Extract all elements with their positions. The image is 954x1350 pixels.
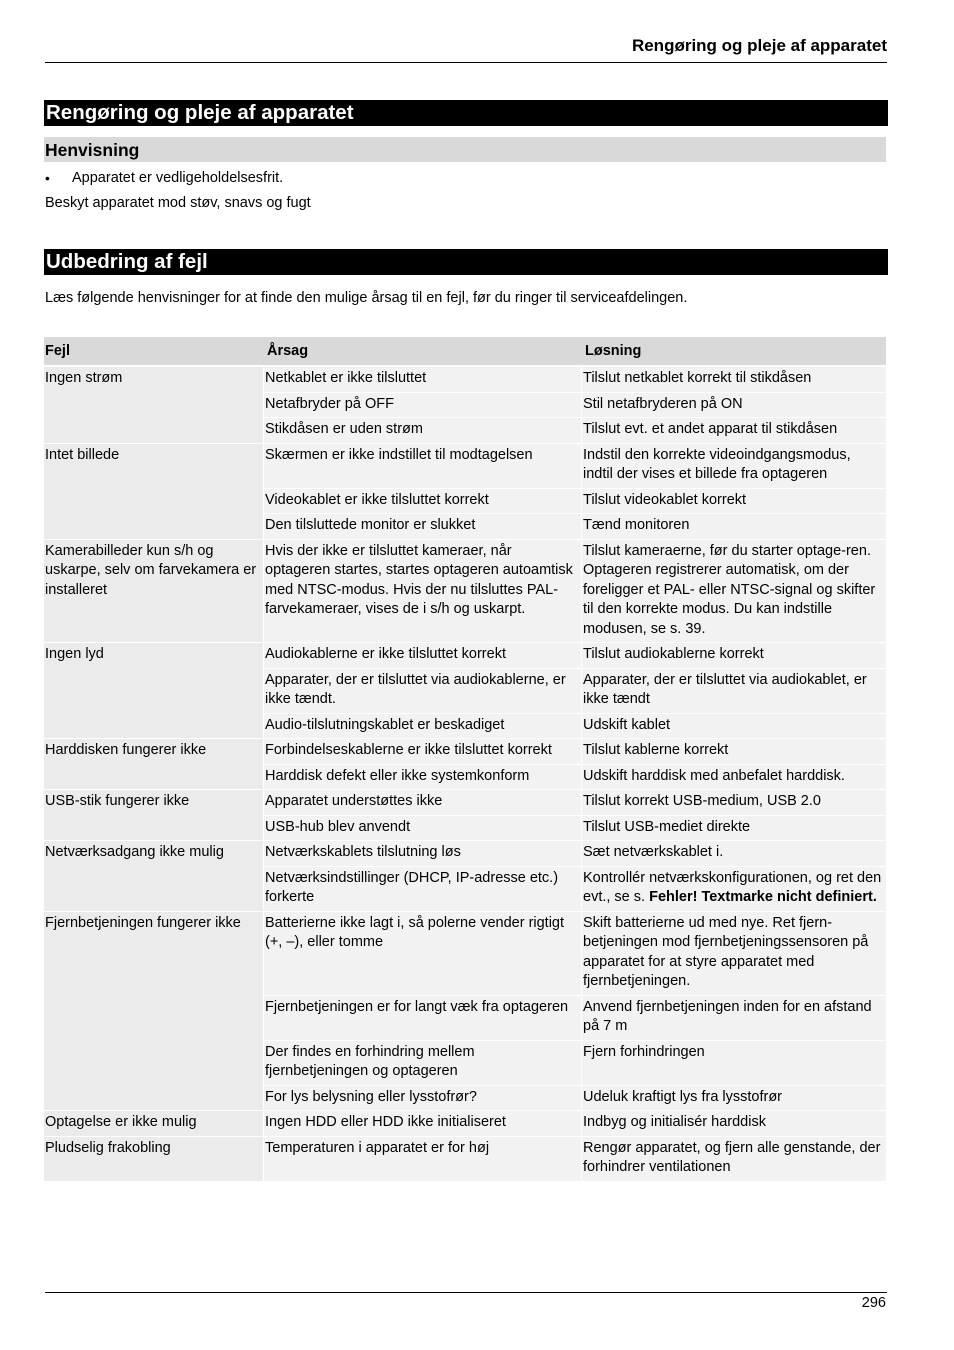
footer-rule	[45, 1292, 887, 1293]
cause-cell: Netkablet er ikke tilsluttet	[263, 366, 581, 392]
solution-cell: Indstil den korrekte videoindgangsmodus, indtil der vises et billede fra optageren	[581, 443, 886, 488]
cause-cell: Forbindelseskablerne er ikke tilsluttet korrekt	[263, 738, 581, 764]
table-row	[44, 738, 886, 764]
cause-cell: Den tilsluttede monitor er slukket	[263, 513, 581, 539]
broken-reference-text: Fehler! Textmarke nicht definiert.	[649, 889, 877, 905]
cause-cell: Batterierne ikke lagt i, så polerne vender rigtigt (+, –), eller tomme	[263, 911, 581, 995]
cleaning-paragraph: Beskyt apparatet mod støv, snavs og fugt	[45, 195, 311, 211]
solution-cell: Udskift kablet	[581, 713, 886, 739]
table-row	[44, 443, 886, 488]
bullet-marker: •	[45, 170, 50, 186]
cause-cell: Hvis der ikke er tilsluttet kameraer, når optageren startes, startes optageren autoamtisk med NTSC-modus. Hvis der nu tilsluttes PAL-farvekameraer, vises de i s/h og uskarpt.	[263, 539, 581, 643]
header-fault: Fejl	[44, 337, 263, 366]
cause-cell: Ingen HDD eller HDD ikke initialiseret	[263, 1110, 581, 1136]
bullet-text: Apparatet er vedligeholdelsesfrit.	[72, 170, 284, 186]
header-rule	[45, 62, 887, 63]
solution-cell: Tilslut korrekt USB-medium, USB 2.0	[581, 789, 886, 815]
solution-cell: Tilslut netkablet korrekt til stikdåsen	[581, 366, 886, 392]
cause-cell: Audio-tilslutningskablet er beskadiget	[263, 713, 581, 739]
cause-cell: Der findes en forhindring mellem fjernbetjeningen og optageren	[263, 1040, 581, 1085]
header-cause: Årsag	[263, 337, 581, 366]
cause-cell: For lys belysning eller lysstofrør?	[263, 1085, 581, 1111]
cause-cell: Videokablet er ikke tilsluttet korrekt	[263, 488, 581, 514]
running-header-title: Rengøring og pleje af apparatet	[631, 36, 887, 55]
solution-cell	[581, 866, 886, 911]
solution-cell: Skift batterierne ud med nye. Ret fjern-betjeningen mod fjernbetjeningssensoren på apparatet for at styre apparatet med fjernbetjeningen.	[581, 911, 886, 995]
cause-cell: Stikdåsen er uden strøm	[263, 417, 581, 443]
table-row	[44, 539, 886, 643]
table-row	[44, 911, 886, 995]
solution-cell: Tilslut kablerne korrekt	[581, 738, 886, 764]
table-row	[44, 789, 886, 815]
fault-cell: USB-stik fungerer ikke	[44, 789, 263, 840]
solution-cell: Tænd monitoren	[581, 513, 886, 539]
fault-cell: Pludselig frakobling	[44, 1136, 263, 1181]
solution-cell: Stil netafbryderen på ON	[581, 392, 886, 418]
solution-cell: Tilslut audiokablerne korrekt	[581, 642, 886, 668]
table-body	[44, 366, 886, 1181]
troubleshooting-table	[44, 337, 886, 1181]
fault-cell: Ingen strøm	[44, 366, 263, 443]
table-row	[44, 1110, 886, 1136]
fault-cell: Netværksadgang ikke mulig	[44, 840, 263, 911]
solution-cell: Apparater, der er tilsluttet via audiokablet, er ikke tændt	[581, 668, 886, 713]
solution-cell: Tilslut evt. et andet apparat til stikdåsen	[581, 417, 886, 443]
cause-cell: USB-hub blev anvendt	[263, 815, 581, 841]
solution-cell: Tilslut USB-mediet direkte	[581, 815, 886, 841]
cause-cell: Skærmen er ikke indstillet til modtagelsen	[263, 443, 581, 488]
fault-cell: Intet billede	[44, 443, 263, 539]
cause-cell: Netafbryder på OFF	[263, 392, 581, 418]
solution-cell: Udeluk kraftigt lys fra lysstofrør	[581, 1085, 886, 1111]
solution-cell: Sæt netværkskablet i.	[581, 840, 886, 866]
table-row	[44, 1136, 886, 1181]
solution-cell: Udskift harddisk med anbefalet harddisk.	[581, 764, 886, 790]
solution-cell: Indbyg og initialisér harddisk	[581, 1110, 886, 1136]
page-number: 296	[861, 1295, 886, 1311]
table-row	[44, 642, 886, 668]
table-row	[44, 840, 886, 866]
solution-cell: Fjern forhindringen	[581, 1040, 886, 1085]
fault-cell: Ingen lyd	[44, 642, 263, 738]
cause-cell: Apparater, der er tilsluttet via audiokablerne, er ikke tændt.	[263, 668, 581, 713]
cause-cell: Harddisk defekt eller ikke systemkonform	[263, 764, 581, 790]
cause-cell: Apparatet understøttes ikke	[263, 789, 581, 815]
solution-cell: Rengør apparatet, og fjern alle genstande, der forhindrer ventilationen	[581, 1136, 886, 1181]
section-title-troubleshooting: Udbedring af fejl	[44, 249, 888, 275]
troubleshooting-intro: Læs følgende henvisninger for at finde den mulige årsag til en fejl, før du ringer til serviceafdelingen.	[45, 290, 688, 306]
cause-cell: Temperaturen i apparatet er for høj	[263, 1136, 581, 1181]
solution-cell: Anvend fjernbetjeningen inden for en afstand på 7 m	[581, 995, 886, 1040]
cause-cell: Netværkskablets tilslutning løs	[263, 840, 581, 866]
solution-cell: Tilslut videokablet korrekt	[581, 488, 886, 514]
fault-cell: Kamerabilleder kun s/h og uskarpe, selv om farvekamera er installeret	[44, 539, 263, 643]
cause-cell: Netværksindstillinger (DHCP, IP-adresse etc.) forkerte	[263, 866, 581, 911]
cause-cell: Audiokablerne er ikke tilsluttet korrekt	[263, 642, 581, 668]
fault-cell: Fjernbetjeningen fungerer ikke	[44, 911, 263, 1111]
table-header-row	[44, 337, 886, 366]
solution-text: Kontrollér netværkskonfigurationen, og ret den evt., se s.	[583, 869, 882, 905]
cause-cell: Fjernbetjeningen er for langt væk fra optageren	[263, 995, 581, 1040]
note-heading: Henvisning	[44, 137, 886, 162]
solution-cell: Tilslut kameraerne, før du starter optage-ren. Optageren registrerer automatisk, om der foreligger et PAL- eller NTSC-signal og skifter til den korrekte modus. Du kan indstille modusen, se s. 39.	[581, 539, 886, 643]
table-row	[44, 366, 886, 392]
fault-cell: Optagelse er ikke mulig	[44, 1110, 263, 1136]
section-title-cleaning: Rengøring og pleje af apparatet	[44, 100, 888, 126]
header-solution: Løsning	[581, 337, 886, 366]
fault-cell: Harddisken fungerer ikke	[44, 738, 263, 789]
